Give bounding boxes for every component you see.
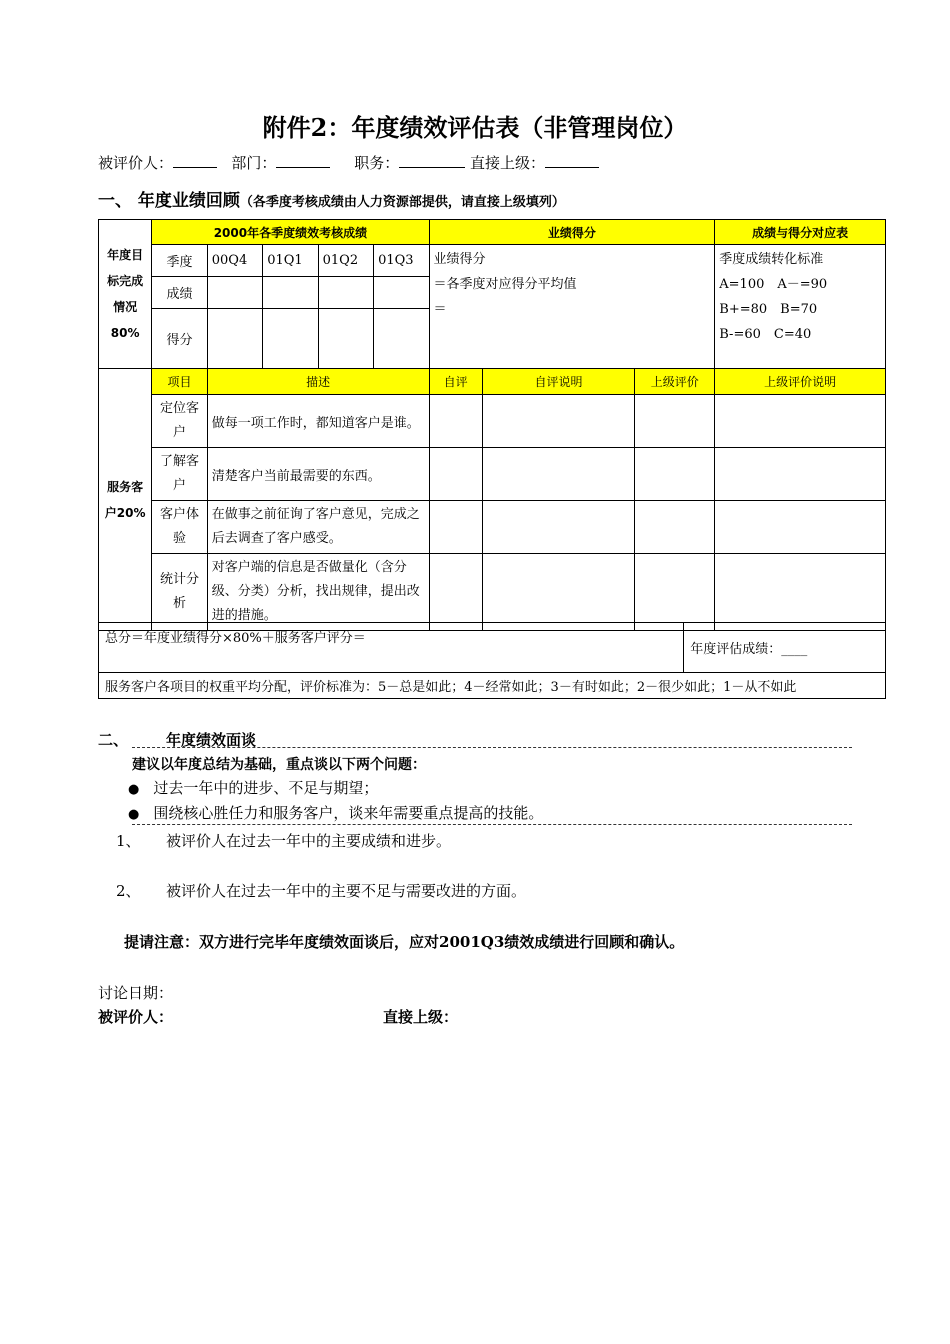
total-table [98,622,886,699]
quarter-cell: 01Q1 [263,245,318,277]
question-item [116,830,451,851]
quarter-label: 季度 [152,245,207,277]
position-field[interactable] [399,153,465,168]
col-header-desc: 描述 [207,369,429,395]
item-cell: 了解客户 [152,448,207,501]
bullet-text: 过去一年中的进步、不足与期望； [153,779,379,797]
score-input[interactable] [263,309,318,369]
score-line: ＝ [433,302,447,317]
sup-note-input[interactable] [715,448,886,501]
grade-input[interactable] [374,277,429,309]
header-quarterly: 2000年各季度绩效考核成绩 [152,220,429,245]
divider [132,747,852,748]
sup-note-input[interactable] [715,554,886,631]
table-row [99,501,886,554]
performance-table [98,219,886,631]
service-row-label: 服务客户20% [99,369,152,631]
footer-evaluatee-label: 被评价人： [98,1008,174,1026]
table-row [99,554,886,631]
sup-eval-input[interactable] [635,448,715,501]
col-header-sup: 上级评价 [635,369,715,395]
self-note-input[interactable] [482,395,634,448]
section1-heading [98,186,565,211]
sup-note-input[interactable] [715,395,886,448]
list-item [128,777,378,798]
header-score: 业绩得分 [429,220,715,245]
desc-cell: 在做事之前征询了客户意见，完成之后去调查了客户感受。 [207,501,429,554]
evaluatee-field[interactable] [173,153,217,168]
section1-note: （各季度考核成绩由人力资源部提供，请直接上级填列） [239,195,565,210]
col-header-self: 自评 [429,369,482,395]
sup-eval-input[interactable] [635,395,715,448]
section2-title: 年度绩效面谈 [166,731,257,749]
mapping-cell [715,245,886,369]
col-header-sup-note: 上级评价说明 [715,369,886,395]
dept-field[interactable] [276,153,330,168]
score-cell [429,245,715,369]
desc-cell: 做每一项工作时，都知道客户是谁。 [207,395,429,448]
evaluatee-label: 被评价人： [98,154,174,172]
self-note-input[interactable] [482,554,634,631]
table-row [99,448,886,501]
total-formula: 总分＝年度业绩得分×80%＋服务客户评分＝ [99,623,684,673]
sup-eval-input[interactable] [635,501,715,554]
sup-eval-input[interactable] [635,554,715,631]
item-number: 1、 [116,832,141,850]
grade-input[interactable] [207,277,262,309]
quarter-cell: 01Q3 [374,245,429,277]
col-header-item: 项目 [152,369,207,395]
header-mapping: 成绩与得分对应表 [715,220,886,245]
item-text: 被评价人在过去一年中的主要不足与需要改进的方面。 [166,882,527,900]
supervisor-label: 直接上级： [469,154,545,172]
page-title: 附件2：年度绩效评估表（非管理岗位） [262,113,688,142]
question-item [116,880,526,901]
score-line: ＝各季度对应得分平均值 [433,277,577,292]
list-item [128,802,543,823]
section2-number: 二、 [98,731,129,749]
bullet-icon: ● [128,807,140,822]
mapping-line: B-=60 C=40 [719,327,812,342]
suggestion-text: 建议以年度总结为基础，重点谈以下两个问题： [132,757,426,773]
dept-label: 部门： [231,154,277,172]
position-label: 职务： [354,154,400,172]
table-row [99,395,886,448]
bullet-text: 围绕核心胜任力和服务客户，谈来年需要重点提高的技能。 [153,804,544,822]
self-eval-input[interactable] [429,395,482,448]
weight-note: 服务客户各项目的权重平均分配，评价标准为：5－总是如此；4－经常如此；3－有时如此；2－很少如此；1－从不如此 [99,673,886,699]
score-label: 得分 [152,309,207,369]
perf-row-label: 年度目标完成情况80% [99,220,152,369]
self-eval-input[interactable] [429,448,482,501]
desc-cell: 对客户端的信息是否做量化（含分级、分类）分析，找出规律，提出改进的措施。 [207,554,429,631]
bullet-icon: ● [128,782,140,797]
grade-input[interactable] [318,277,373,309]
score-input[interactable] [374,309,429,369]
grade-label: 成绩 [152,277,207,309]
info-line [98,152,599,173]
reminder-text: 提请注意：双方进行完毕年度绩效面谈后，应对2001Q3绩效成绩进行回顾和确认。 [124,933,685,951]
item-number: 2、 [116,882,141,900]
item-cell: 统计分析 [152,554,207,631]
desc-cell: 清楚客户当前最需要的东西。 [207,448,429,501]
item-text: 被评价人在过去一年中的主要成绩和进步。 [166,832,452,850]
footer-supervisor-label: 直接上级： [383,1008,459,1026]
sup-note-input[interactable] [715,501,886,554]
section1-title: 一、 年度业绩回顾 [98,191,240,211]
self-note-input[interactable] [482,501,634,554]
self-eval-input[interactable] [429,501,482,554]
col-header-self-note: 自评说明 [482,369,634,395]
item-cell: 客户体验 [152,501,207,554]
quarter-cell: 00Q4 [207,245,262,277]
score-input[interactable] [207,309,262,369]
date-label: 讨论日期： [98,984,174,1002]
item-cell: 定位客户 [152,395,207,448]
score-input[interactable] [318,309,373,369]
quarter-cell: 01Q2 [318,245,373,277]
divider [132,824,852,825]
grade-input[interactable] [263,277,318,309]
self-note-input[interactable] [482,448,634,501]
score-line: 业绩得分 [433,252,486,267]
mapping-title: 季度成绩转化标准 [719,252,824,267]
supervisor-field[interactable] [545,153,599,168]
mapping-line: A=100 A－=90 [719,277,828,292]
annual-grade: 年度评估成绩：____ [684,623,886,673]
self-eval-input[interactable] [429,554,482,631]
mapping-line: B+=80 B=70 [719,302,818,317]
